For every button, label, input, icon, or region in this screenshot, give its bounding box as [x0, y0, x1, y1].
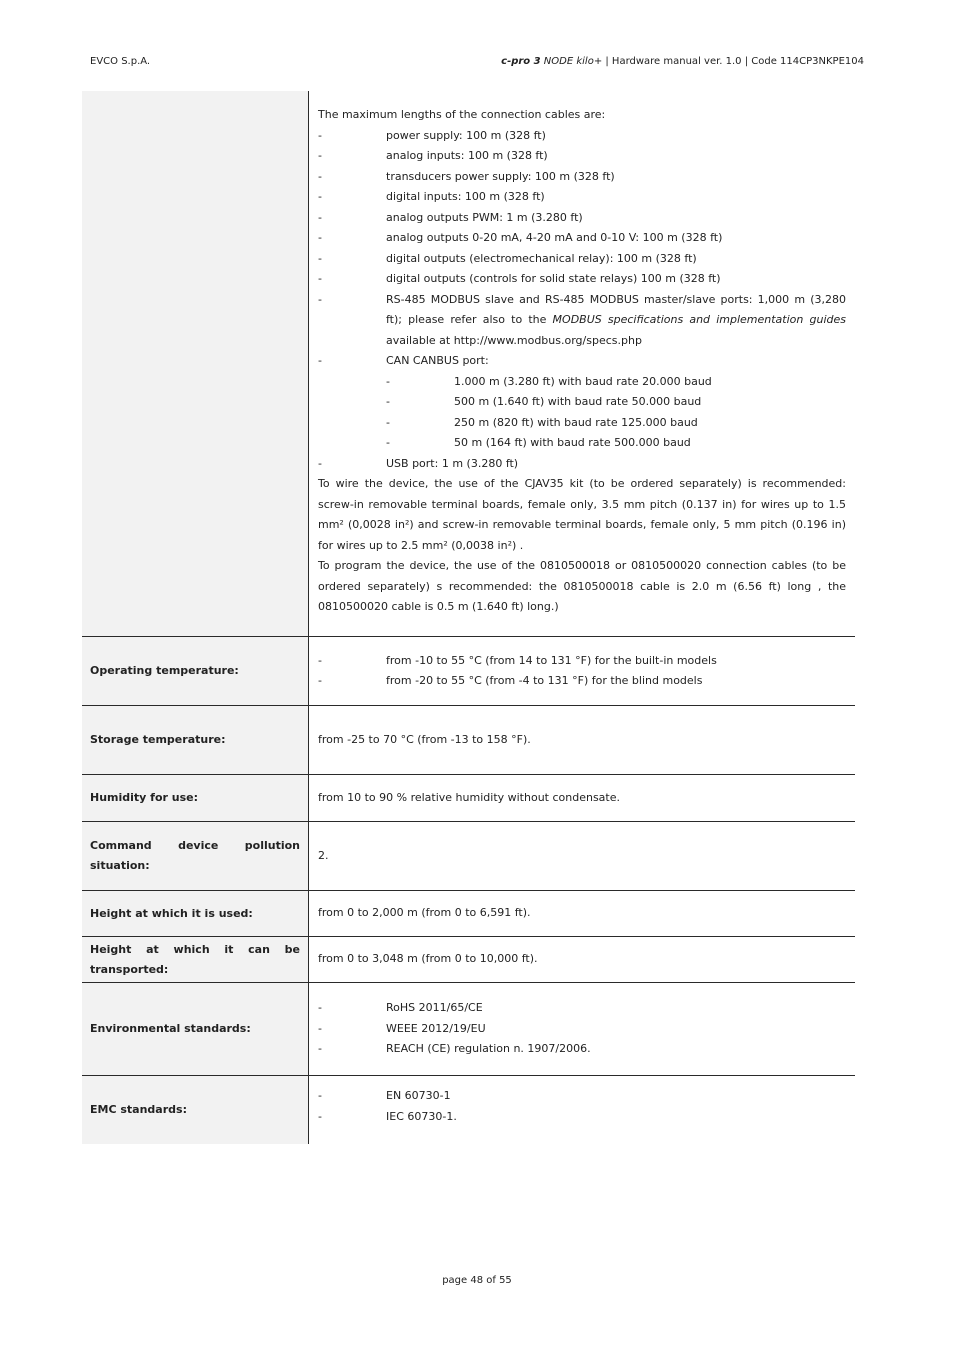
table-row-humidity: [82, 774, 855, 821]
list-item: - analog outputs PWM: 1 m (3.280 ft): [318, 210, 583, 224]
row-label: Command device pollution situation:: [82, 822, 309, 890]
sub-list-item: - 500 m (1.640 ft) with baud rate 50.000 baud: [386, 395, 702, 408]
row-label-empty: [82, 91, 309, 636]
row-label: EMC standards:: [82, 1076, 309, 1144]
row-value: [309, 1076, 855, 1144]
list-item: - power supply: 100 m (328 ft): [318, 128, 546, 142]
wiring-paragraph: To wire the device, the use of the CJAV35 kit (to be ordered separately) is recommended: screw-in removable terminal boards, female only, 3.5 mm pitch (0.137 in) for wires up to 1.5 mm² (0,0028 in²) and screw-in removable terminal boards, female only, 5 mm pitch (0.196 in) for wires up to 2.5 mm² (0,0038 in²) .: [318, 477, 846, 552]
row-value: 2.: [318, 848, 329, 862]
list-item: - EN 60730-1: [318, 1089, 451, 1102]
row-value-connection-cables: [309, 91, 855, 636]
list-item-usb: - USB port: 1 m (3.280 ft): [318, 456, 519, 470]
list-item: - transducers power supply: 100 m (328 ft): [318, 169, 615, 183]
table-row-emc-standards: [82, 1075, 855, 1144]
list-item: - digital inputs: 100 m (328 ft): [318, 190, 545, 203]
row-label: Storage temperature:: [82, 706, 309, 774]
page-number: page 48 of 55: [442, 1275, 512, 1286]
row-value: [309, 637, 855, 705]
table-row-height-transported: [82, 936, 855, 982]
sub-list-item: - 250 m (820 ft) with baud rate 125.000 baud: [386, 415, 698, 429]
list-item: - WEEE 2012/19/EU: [318, 1021, 486, 1035]
list-item: - from -10 to 55 °C (from 14 to 131 °F) for the built-in models: [318, 653, 717, 667]
specifications-table: [82, 91, 855, 1144]
table-row-connection-cables: [82, 91, 855, 636]
table-row-environmental-standards: [82, 982, 855, 1075]
row-value: [309, 983, 855, 1075]
sub-list-item: - 50 m (164 ft) with baud rate 500.000 baud: [386, 436, 691, 449]
row-label: Humidity for use:: [82, 775, 309, 821]
list-item: - digital outputs (controls for solid state relays) 100 m (328 ft): [318, 272, 721, 285]
list-item-rs485: - RS-485 MODBUS slave and RS-485 MODBUS master/slave ports: 1,000 m (3,280 ft); please refer also to the MODBUS specifications and implementation guides available at http://www.modbus.org/specs.php: [318, 292, 846, 347]
list-item: - RoHS 2011/65/CE: [318, 1001, 483, 1015]
list-item: - analog inputs: 100 m (328 ft): [318, 149, 548, 162]
table-row-height-used: [82, 890, 855, 936]
header-product-name: c-pro 3: [501, 56, 541, 67]
list-item: - IEC 60730-1.: [318, 1109, 457, 1123]
row-label: Height at which it can be transported:: [82, 937, 309, 982]
header-document-info: [501, 56, 864, 67]
table-row-storage-temperature: [82, 705, 855, 774]
list-item: - analog outputs 0-20 mA, 4-20 mA and 0-10 V: 100 m (328 ft): [318, 231, 723, 244]
table-row-pollution: [82, 821, 855, 890]
cables-intro: The maximum lengths of the connection cables are:: [318, 108, 606, 121]
list-item: - from -20 to 55 °C (from -4 to 131 °F) for the blind models: [318, 674, 703, 687]
row-value: from 0 to 3,048 m (from 0 to 10,000 ft).: [318, 952, 538, 966]
sub-list-item: - 1.000 m (3.280 ft) with baud rate 20.000 baud: [386, 374, 712, 388]
row-label: Operating temperature:: [82, 637, 309, 705]
header-manual-code: | Hardware manual ver. 1.0 | Code 114CP3NKPE104: [602, 56, 864, 67]
list-item: - digital outputs (electromechanical relay): 100 m (328 ft): [318, 251, 697, 265]
row-value: from 0 to 2,000 m (from 0 to 6,591 ft).: [318, 906, 531, 920]
row-value: from 10 to 90 % relative humidity without condensate.: [318, 790, 621, 804]
row-label: Height at which it is used:: [82, 891, 309, 936]
row-value: from -25 to 70 °C (from -13 to 158 °F).: [318, 732, 531, 746]
header-company: EVCO S.p.A.: [90, 56, 151, 67]
header-product-variant: NODE kilo+: [540, 56, 603, 67]
list-item-can: - CAN CANBUS port:: [318, 354, 489, 367]
programming-paragraph: To program the device, the use of the 0810500018 or 0810500020 connection cables (to be ordered separately) s recommended: the 0810500018 cable is 2.0 m (6.56 ft) long , the 0810500020 cable is 0.5 m (1.640 ft) long.): [318, 559, 846, 613]
list-item: - REACH (CE) regulation n. 1907/2006.: [318, 1042, 591, 1056]
row-label: Environmental standards:: [82, 983, 309, 1075]
table-row-operating-temperature: [82, 636, 855, 705]
